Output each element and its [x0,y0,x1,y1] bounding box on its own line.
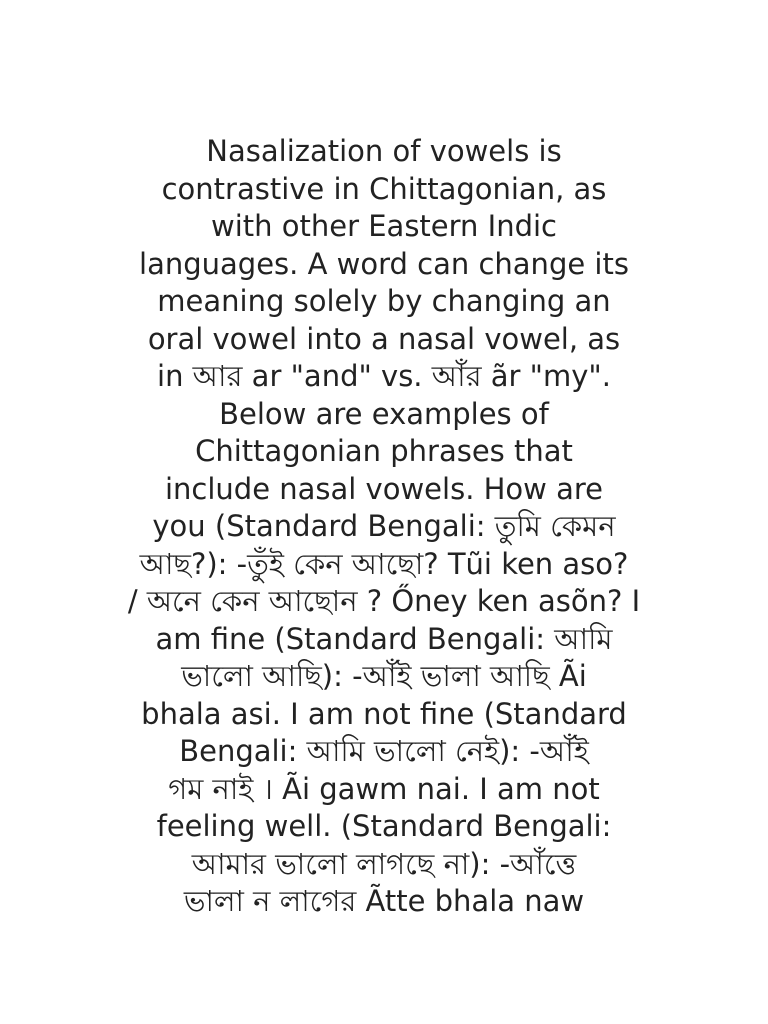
text-line: Nasalization of vowels is [206,134,562,168]
text-line: contrastive in Chittagonian, as [161,171,607,206]
text-line: গম নাই । Ãi gawm nai. I am not [168,771,600,806]
text-line: Bengali: আমি ভালো নেই): -আঁই [179,734,589,768]
text-line: bhala asi. I am not fine (Standard [141,696,627,731]
text-line: oral vowel into a nasal vowel, as [147,321,621,356]
text-line: feeling well. (Standard Bengali: [156,809,612,843]
text-line: আছ?): -তুঁই কেন আছো? Tũi ken aso? [139,546,629,581]
text-line: আমার ভালো লাগছে না): -আঁত্তে [191,846,577,881]
text-line: am fine (Standard Bengali: আমি [155,621,613,656]
text-line: with other Eastern Indic [211,209,557,243]
text-line: / অনে কেন আছোন ? Őney ken asõn? I [127,584,641,618]
text-line: Below are examples of [219,396,549,431]
text-line: Chittagonian phrases that [195,434,573,468]
text-line: meaning solely by changing an [157,284,611,318]
text-line: ভালো আছি): -আঁই ভালা আছি Ãi [181,659,587,693]
text-line: in আর ar "and" vs. আঁর ãr "my". [157,359,611,393]
text-line: languages. A word can change its [139,246,629,281]
text-line: you (Standard Bengali: তুমি কেমন [152,509,616,543]
paragraph [108,133,660,921]
text-line: include nasal vowels. How are [164,471,604,506]
text-line: ভালা ন লাগের Ãtte bhala naw [183,884,585,918]
